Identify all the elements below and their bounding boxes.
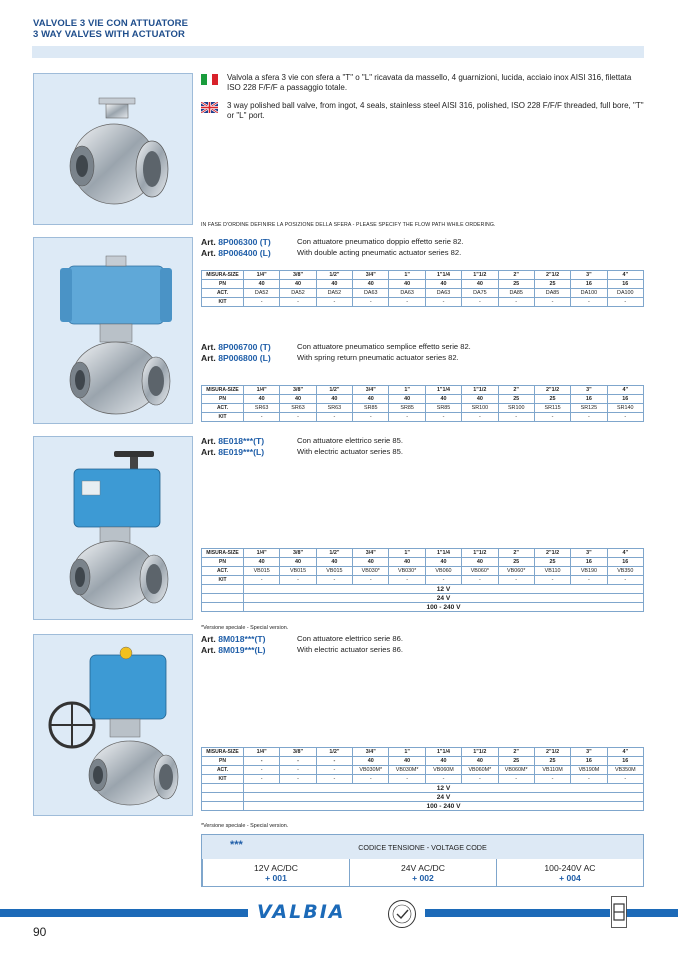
spec-cell: 1/4" (244, 549, 280, 558)
spec-cell: - (571, 775, 607, 784)
spec-cell: 40 (389, 280, 425, 289)
spec-cell: SR63 (316, 404, 352, 413)
spec-cell: - (389, 298, 425, 307)
spec-cell: VB060M (425, 766, 461, 775)
spec-cell: - (498, 298, 534, 307)
spec-row-act (202, 404, 644, 413)
spec-cell: - (534, 775, 570, 784)
spec-table-pneumatic-double (201, 270, 644, 307)
spec-cell: 2"1/2 (534, 386, 570, 395)
spec-cell: - (316, 413, 352, 422)
spec-cell: 40 (462, 757, 498, 766)
spec-cell: - (534, 413, 570, 422)
spec-cell: VB190 (571, 567, 607, 576)
spec-cell: - (425, 775, 461, 784)
spec-row-size (202, 549, 644, 558)
spec-cell: DA100 (571, 289, 607, 298)
spec-cell: VB060M* (498, 766, 534, 775)
footer-band-left (0, 909, 248, 917)
spec-cell: 1/2" (316, 386, 352, 395)
code-t: 8P006700 (T) (218, 342, 271, 352)
spec-cell: 40 (353, 757, 389, 766)
spec-cell: 3" (571, 748, 607, 757)
row-label: MISURA-SIZE (202, 549, 244, 558)
spec-cell: - (244, 298, 280, 307)
spec-cell: - (244, 576, 280, 585)
voltage-value: 12 V (244, 784, 644, 793)
voltage-value: 100 - 240 V (244, 802, 644, 811)
spec-cell: 16 (607, 558, 643, 567)
spec-cell: 1" (389, 748, 425, 757)
spec-cell: SR140 (607, 404, 643, 413)
spec-cell: 16 (571, 280, 607, 289)
spec-cell: 16 (571, 757, 607, 766)
intro-italian: Valvola a sfera 3 vie con sfera a "T" o "L" ricavata da massello, 4 guarnizioni, lucida, acciaio inox AISI 316, filettata ISO 228 F/F/F a passaggio totale. (201, 73, 647, 93)
spec-row-kit (202, 576, 644, 585)
spec-cell: 3" (571, 386, 607, 395)
spec-cell: 16 (607, 280, 643, 289)
spec-cell: DA100 (607, 289, 643, 298)
row-label: ACT. (202, 404, 244, 413)
spec-cell: 16 (571, 558, 607, 567)
spec-cell: - (389, 413, 425, 422)
spec-cell: 16 (571, 395, 607, 404)
spec-cell: - (498, 413, 534, 422)
code-l: 8P006800 (L) (218, 352, 271, 363)
spec-cell: - (316, 298, 352, 307)
spec-cell: - (280, 775, 316, 784)
spec-cell: 3/8" (280, 271, 316, 280)
spec-cell: 4" (607, 748, 643, 757)
spec-cell: 40 (425, 757, 461, 766)
spec-cell: 40 (389, 757, 425, 766)
spec-cell: VB015 (316, 567, 352, 576)
spec-cell: - (607, 298, 643, 307)
row-label: ACT. (202, 289, 244, 298)
spec-cell: - (462, 298, 498, 307)
ordering-note: IN FASE D'ORDINE DEFINIRE LA POSIZIONE DELLA SFERA - PLEASE SPECIFY THE FLOW PATH WHILE ORDERING. (201, 222, 496, 228)
spec-row-kit (202, 775, 644, 784)
spec-cell: 16 (607, 395, 643, 404)
spec-cell: VB030* (389, 567, 425, 576)
row-label (202, 585, 244, 594)
spec-cell: - (498, 775, 534, 784)
spec-cell: SR85 (389, 404, 425, 413)
spec-cell: DA63 (425, 289, 461, 298)
code-t: 8M018***(T) (218, 634, 266, 644)
spec-row-size (202, 386, 644, 395)
spec-cell: - (425, 298, 461, 307)
spec-cell: 2"1/2 (534, 549, 570, 558)
spec-cell: VB015 (244, 567, 280, 576)
spec-cell: 40 (389, 558, 425, 567)
spec-row-pn (202, 558, 644, 567)
spec-cell: 1" (389, 386, 425, 395)
spec-cell: VB030M* (389, 766, 425, 775)
row-label (202, 793, 244, 802)
spec-cell: 1"1/4 (425, 549, 461, 558)
spec-cell: 1"1/4 (425, 748, 461, 757)
spec-cell: - (353, 298, 389, 307)
desc-english: With double acting pneumatic actuator series 82. (297, 247, 462, 257)
spec-cell: - (462, 775, 498, 784)
spec-cell: 16 (607, 757, 643, 766)
voltage-value: 12 V (244, 585, 644, 594)
row-label (202, 802, 244, 811)
spec-cell: 40 (280, 395, 316, 404)
spec-cell: SR85 (353, 404, 389, 413)
row-label: PN (202, 757, 244, 766)
spec-row-act (202, 567, 644, 576)
code-l: 8M019***(L) (218, 644, 266, 655)
desc-english: With electric actuator series 85. (297, 446, 403, 456)
row-label: KIT (202, 298, 244, 307)
spec-cell: - (571, 298, 607, 307)
special-version-note: *Versione speciale - Special version. (201, 625, 289, 631)
spec-cell: 3" (571, 549, 607, 558)
flag-uk-icon (201, 102, 218, 113)
row-label (202, 594, 244, 603)
spec-cell: 4" (607, 271, 643, 280)
spec-cell: - (244, 775, 280, 784)
spec-cell: SR85 (425, 404, 461, 413)
voltage-option: 12V AC/DC + 001 (202, 859, 349, 887)
spec-row-kit (202, 298, 644, 307)
spec-cell: - (462, 413, 498, 422)
spec-cell: - (244, 766, 280, 775)
spec-cell: 25 (498, 757, 534, 766)
spec-cell: - (244, 757, 280, 766)
spec-cell: SR115 (534, 404, 570, 413)
desc-italian: Con attuatore pneumatico doppio effetto serie 82. (297, 237, 464, 246)
code-l: 8E019***(L) (218, 446, 265, 457)
spec-cell: - (425, 413, 461, 422)
spec-cell: 1/2" (316, 549, 352, 558)
stars-marker: *** (230, 839, 243, 851)
voltage-code-table (201, 834, 644, 887)
spec-cell: 1" (389, 549, 425, 558)
spec-cell: VB350 (607, 567, 643, 576)
spec-cell: 1/2" (316, 748, 352, 757)
spec-cell: 40 (316, 395, 352, 404)
spec-row-size (202, 271, 644, 280)
title-english: 3 WAY VALVES WITH ACTUATOR (33, 29, 185, 40)
spec-cell: 1/4" (244, 271, 280, 280)
voltage-value: 24 V (244, 793, 644, 802)
spec-cell: - (353, 775, 389, 784)
spec-cell: - (316, 757, 352, 766)
spec-cell: 3/8" (280, 748, 316, 757)
spec-cell: - (389, 775, 425, 784)
spec-cell: 3/4" (353, 748, 389, 757)
row-label: KIT (202, 576, 244, 585)
spec-cell: SR125 (571, 404, 607, 413)
spec-cell: 1"1/2 (462, 386, 498, 395)
title-italian: VALVOLE 3 VIE CON ATTUATORE (33, 18, 189, 29)
row-label: PN (202, 280, 244, 289)
page-header (33, 18, 188, 40)
spec-cell: 25 (498, 395, 534, 404)
special-version-note: *Versione speciale - Special version. (201, 823, 289, 829)
spec-cell: - (607, 413, 643, 422)
spec-cell: DA52 (280, 289, 316, 298)
spec-cell: 40 (316, 280, 352, 289)
spec-cell: VB060* (462, 567, 498, 576)
footer-band-far-right (626, 909, 678, 917)
spec-cell: - (353, 413, 389, 422)
spec-cell: - (498, 576, 534, 585)
spec-cell: 40 (353, 558, 389, 567)
company-mark-icon (611, 896, 627, 928)
spec-cell: - (280, 757, 316, 766)
spec-cell: 4" (607, 386, 643, 395)
spec-cell: SR100 (462, 404, 498, 413)
spec-cell: - (316, 576, 352, 585)
spec-cell: - (607, 775, 643, 784)
spec-row-act (202, 289, 644, 298)
spec-cell: VB030* (353, 567, 389, 576)
code-t: 8E018***(T) (218, 436, 265, 446)
desc-italian: Con attuatore elettrico serie 86. (297, 634, 403, 643)
spec-cell: 40 (244, 395, 280, 404)
spec-cell: DA52 (316, 289, 352, 298)
spec-cell: VB030M* (353, 766, 389, 775)
brand-logo: VALBIA (257, 901, 346, 923)
spec-row-kit (202, 413, 644, 422)
spec-cell: 2"1/2 (534, 271, 570, 280)
spec-cell: - (316, 766, 352, 775)
spec-cell: - (607, 576, 643, 585)
spec-cell: VB190M (571, 766, 607, 775)
spec-cell: 40 (389, 395, 425, 404)
spec-cell: 1" (389, 271, 425, 280)
code-l: 8P006400 (L) (218, 247, 271, 258)
spec-cell: 3/4" (353, 549, 389, 558)
spec-cell: 1/2" (316, 271, 352, 280)
spec-cell: - (389, 576, 425, 585)
desc-english: With electric actuator series 86. (297, 644, 403, 654)
spec-cell: SR63 (280, 404, 316, 413)
spec-cell: 3/4" (353, 386, 389, 395)
spec-cell: SR63 (244, 404, 280, 413)
row-label: MISURA-SIZE (202, 748, 244, 757)
spec-cell: - (280, 413, 316, 422)
spec-cell: DA75 (462, 289, 498, 298)
spec-cell: DA85 (498, 289, 534, 298)
header-band (32, 46, 644, 58)
spec-cell: SR100 (498, 404, 534, 413)
row-label: MISURA-SIZE (202, 386, 244, 395)
spec-cell: 40 (280, 280, 316, 289)
spec-cell: 40 (316, 558, 352, 567)
spec-cell: 25 (534, 395, 570, 404)
spec-cell: - (244, 413, 280, 422)
code-t: 8P006300 (T) (218, 237, 271, 247)
desc-english: With spring return pneumatic actuator series 82. (297, 352, 459, 362)
spec-table-electric-85 (201, 548, 644, 612)
voltage-row (202, 585, 644, 594)
spec-cell: - (571, 413, 607, 422)
spec-cell: VB060* (498, 567, 534, 576)
row-label (202, 603, 244, 612)
spec-cell: 40 (425, 558, 461, 567)
spec-cell: 40 (425, 280, 461, 289)
spec-cell: 2"1/2 (534, 748, 570, 757)
row-label: KIT (202, 413, 244, 422)
spec-cell: DA63 (389, 289, 425, 298)
spec-cell: 3/8" (280, 386, 316, 395)
spec-cell: 40 (425, 395, 461, 404)
spec-cell: 3/4" (353, 271, 389, 280)
voltage-row (202, 594, 644, 603)
certification-seal-icon (387, 899, 417, 929)
spec-cell: 25 (498, 280, 534, 289)
spec-cell: 1"1/2 (462, 748, 498, 757)
photo-valve-bare (33, 73, 193, 225)
spec-cell: 25 (534, 280, 570, 289)
photo-valve-electric-85 (33, 436, 193, 620)
voltage-option: 24V AC/DC + 002 (349, 859, 496, 887)
spec-cell: 3/8" (280, 549, 316, 558)
photo-valve-electric-86 (33, 634, 193, 816)
row-label: PN (202, 395, 244, 404)
spec-cell: 25 (498, 558, 534, 567)
row-label: PN (202, 558, 244, 567)
spec-cell: 1/4" (244, 386, 280, 395)
row-label: ACT. (202, 567, 244, 576)
row-label: ACT. (202, 766, 244, 775)
spec-cell: VB110 (534, 567, 570, 576)
spec-cell: 40 (280, 558, 316, 567)
voltage-row (202, 784, 644, 793)
spec-cell: 40 (462, 558, 498, 567)
spec-cell: - (425, 576, 461, 585)
voltage-row (202, 802, 644, 811)
spec-cell: 1"1/2 (462, 271, 498, 280)
photo-valve-pneumatic-double (33, 237, 193, 424)
spec-cell: - (571, 576, 607, 585)
spec-cell: VB060M* (462, 766, 498, 775)
spec-row-pn (202, 280, 644, 289)
spec-cell: 1/4" (244, 748, 280, 757)
desc-italian: Con attuatore elettrico serie 85. (297, 436, 403, 445)
spec-cell: VB015 (280, 567, 316, 576)
flag-italy-icon (201, 74, 218, 85)
spec-row-size (202, 748, 644, 757)
spec-cell: DA85 (534, 289, 570, 298)
spec-cell: 40 (353, 280, 389, 289)
spec-cell: 2" (498, 748, 534, 757)
spec-cell: - (462, 576, 498, 585)
spec-cell: 1"1/4 (425, 386, 461, 395)
spec-cell: 25 (534, 558, 570, 567)
intro-english: 3 way polished ball valve, from ingot, 4 seals, stainless steel AISI 316, polished, ISO 228 F/F/F threaded, full bore, "T" or "L" port. (201, 101, 647, 121)
spec-cell: 25 (534, 757, 570, 766)
spec-cell: VB060 (425, 567, 461, 576)
spec-cell: - (316, 775, 352, 784)
spec-cell: 3" (571, 271, 607, 280)
desc-italian: Con attuatore pneumatico semplice effetto serie 82. (297, 342, 471, 351)
voltage-row (202, 603, 644, 612)
spec-cell: - (353, 576, 389, 585)
spec-cell: VB110M (534, 766, 570, 775)
spec-cell: 4" (607, 549, 643, 558)
spec-cell: VB350M (607, 766, 643, 775)
row-label (202, 784, 244, 793)
voltage-value: 100 - 240 V (244, 603, 644, 612)
spec-cell: - (280, 298, 316, 307)
spec-cell: - (534, 576, 570, 585)
spec-cell: 1"1/4 (425, 271, 461, 280)
spec-cell: 40 (462, 280, 498, 289)
voltage-code-title: CODICE TENSIONE - VOLTAGE CODE (358, 843, 487, 852)
spec-table-electric-86 (201, 747, 644, 811)
spec-cell: - (280, 766, 316, 775)
page-number: 90 (33, 925, 47, 939)
spec-cell: - (280, 576, 316, 585)
spec-cell: 40 (244, 558, 280, 567)
spec-cell: DA63 (353, 289, 389, 298)
footer-band-right (425, 909, 610, 917)
spec-cell: 1"1/2 (462, 549, 498, 558)
row-label: MISURA-SIZE (202, 271, 244, 280)
spec-row-pn (202, 395, 644, 404)
spec-table-pneumatic-spring (201, 385, 644, 422)
spec-cell: - (534, 298, 570, 307)
spec-cell: 40 (462, 395, 498, 404)
spec-cell: 2" (498, 549, 534, 558)
voltage-option: 100-240V AC + 004 (496, 859, 643, 887)
spec-cell: 40 (244, 280, 280, 289)
spec-row-act (202, 766, 644, 775)
voltage-row (202, 793, 644, 802)
spec-cell: 40 (353, 395, 389, 404)
spec-cell: 2" (498, 386, 534, 395)
spec-cell: DA52 (244, 289, 280, 298)
spec-cell: 2" (498, 271, 534, 280)
spec-row-pn (202, 757, 644, 766)
row-label: KIT (202, 775, 244, 784)
voltage-value: 24 V (244, 594, 644, 603)
